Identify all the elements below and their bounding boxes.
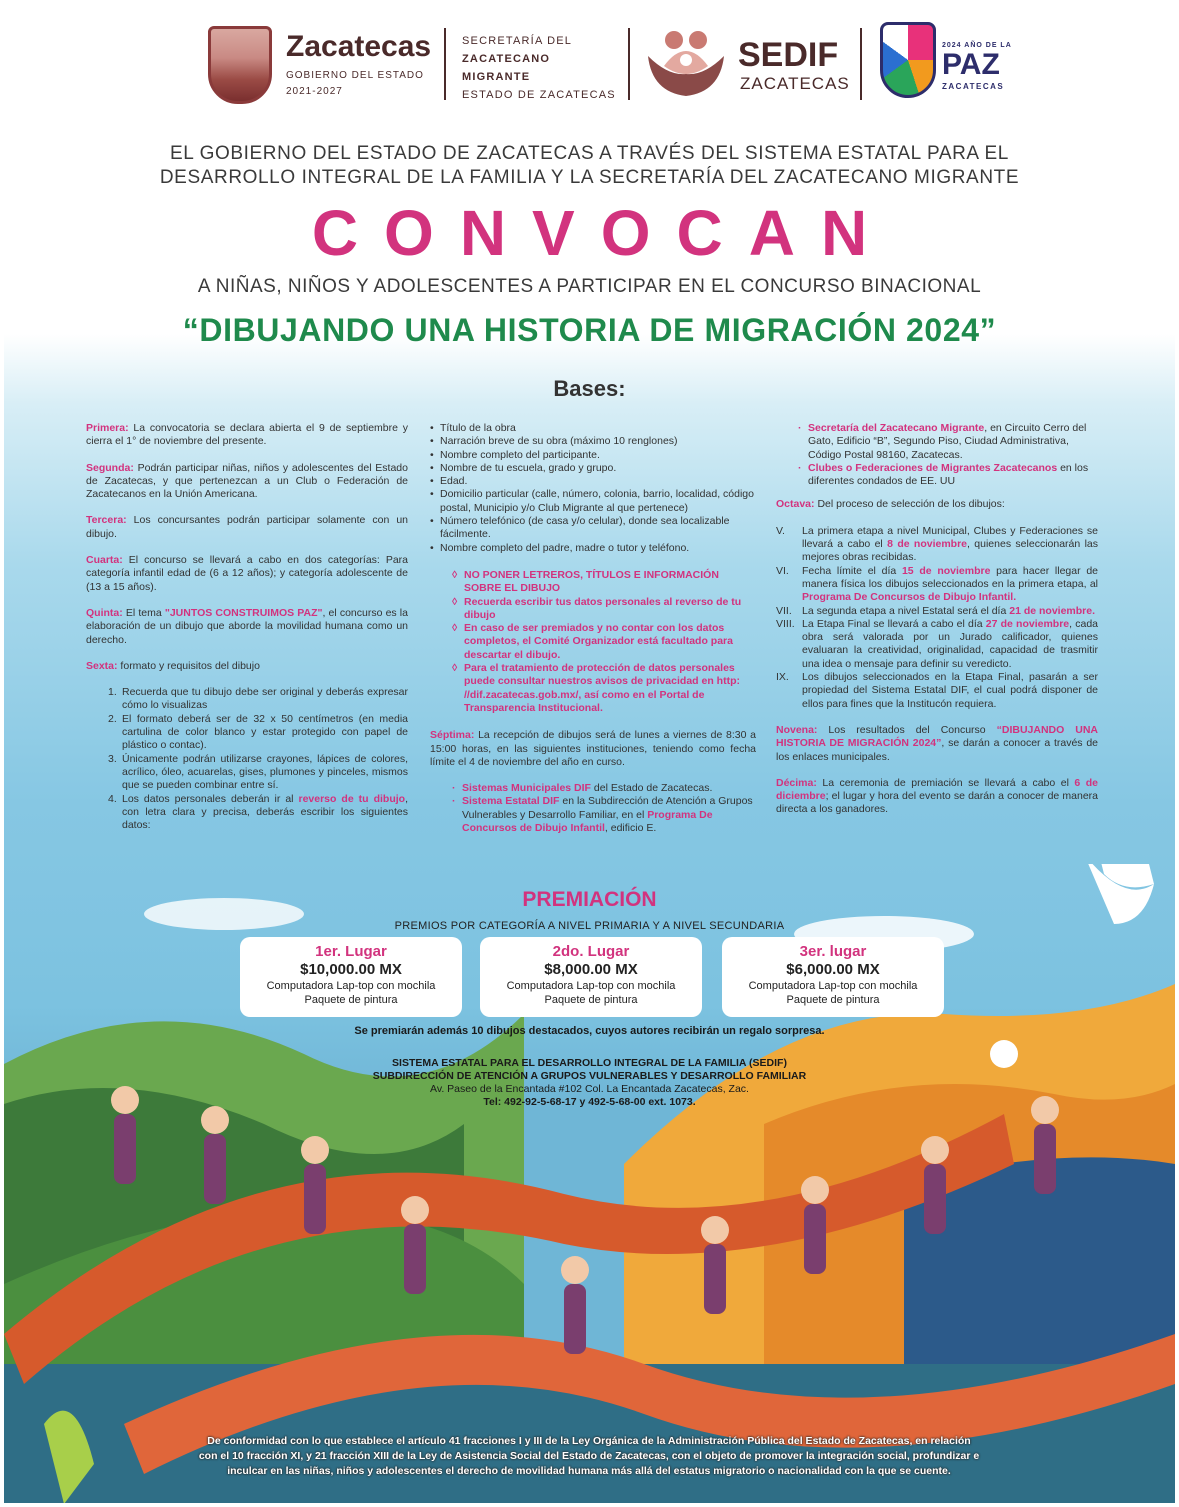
paz-big-text: PAZ (942, 48, 1000, 81)
base-sexta (86, 660, 408, 673)
item-number: V. (776, 524, 785, 537)
zacatecas-subtitle-line2: 2021-2027 (286, 86, 343, 97)
list-item (108, 686, 408, 713)
item-text: La primera etapa a nivel Municipal, Clubes y Federaciones se llevará a cabo el (802, 524, 1098, 551)
base-novena (776, 724, 1098, 764)
secretaria-migrante-logo (462, 32, 616, 104)
list-item (776, 525, 1098, 565)
base-segunda (86, 462, 408, 502)
date-highlight: 6 de diciembre (776, 776, 1098, 803)
zacatecas-shield-icon (208, 26, 272, 104)
institution-text: del Estado de Zacatecas. (590, 782, 713, 795)
date-highlight: 21 de noviembre. (1009, 604, 1096, 617)
secretaria-line4: ESTADO DE ZACATECAS (462, 89, 616, 101)
item-text: , con letra clara y precisa, deberás escribir los siguientes datos: (122, 792, 408, 832)
warnings-list (452, 569, 756, 715)
list-item (108, 713, 408, 753)
secretaria-line3: MIGRANTE (462, 71, 531, 83)
personal-data-fields (430, 422, 756, 555)
base-key: Tercera: (86, 514, 127, 527)
prize-item: Paquete de pintura (304, 994, 398, 1006)
contact-phone: Tel: 492-92-5-68-17 y 492-5-68-00 ext. 1073. (483, 1096, 696, 1108)
prize-item: Paquete de pintura (544, 994, 638, 1006)
list-item (108, 753, 408, 793)
item-text: Los datos personales deberán ir al (122, 792, 299, 805)
paz-sub-text: ZACATECAS (942, 82, 1005, 91)
prize-card-second (480, 937, 702, 1017)
list-item: • Nombre completo del padre, madre o tutor y teléfono. (430, 542, 756, 555)
contact-line: SUBDIRECCIÓN DE ATENCIÓN A GRUPOS VULNERABLES Y DESARROLLO FAMILIAR (372, 1070, 807, 1082)
program-name: Programa De Concursos de Dibujo Infantil. (802, 591, 1017, 604)
base-text: formato y requisitos del dibujo (117, 659, 260, 672)
contact-block (4, 1057, 1175, 1109)
base-octava (776, 498, 1098, 511)
institution-name: Sistema Estatal DIF (462, 795, 560, 808)
bases-column-2 (430, 422, 756, 845)
institution-text: en los diferentes condados de EE. UU (808, 461, 1089, 488)
list-item: • Nombre completo del participante. (430, 449, 756, 462)
premiacion-heading: PREMIACIÓN (522, 888, 657, 911)
sedif-title: SEDIF (738, 36, 839, 74)
intro-text (4, 142, 1175, 190)
base-key: Séptima: (430, 729, 475, 742)
warning-item: ◊ Para el tratamiento de protección de datos personales puede consultar nuestros avisos de privacidad en http: //dif.zacatecas.gob.mx/, así como en el Portal de Transparencia Institucional. (452, 662, 756, 715)
selection-process-list (776, 525, 1098, 711)
list-item (776, 618, 1098, 671)
prize-amount: $6,000.00 MX (786, 961, 880, 978)
base-text: La recepción de dibujos será de lunes a viernes de 8:30 a 15:00 horas, en las siguientes instituciones, teniendo como fecha límite el 4 de noviembre del año en curso. (430, 729, 756, 768)
list-item: • Narración breve de su obra (máximo 10 renglones) (430, 435, 756, 448)
item-text: Fecha límite el día (802, 564, 902, 577)
prize-amount: $10,000.00 MX (300, 961, 402, 978)
bases-column-3 (776, 422, 1098, 830)
item-number: VI. (776, 564, 789, 577)
zacatecas-title: Zacatecas (286, 30, 432, 63)
date-highlight: 15 de noviembre (901, 564, 991, 577)
base-text: Del proceso de selección de los dibujos: (814, 498, 1005, 511)
sedif-subtitle: ZACATECAS (740, 74, 850, 93)
prize-amount: $8,000.00 MX (544, 961, 638, 978)
base-text: Los concursantes podrán participar solamente con un dibujo. (86, 514, 408, 540)
contest-highlight: “DIBUJANDO UNA HISTORIA DE MIGRACIÓN 2024” (776, 723, 1098, 750)
program-name: Programa De Concursos de Dibujo Infantil (462, 808, 713, 835)
institution-name: Sistemas Municipales DIF (462, 782, 591, 795)
zacatecas-subtitle (286, 68, 424, 100)
base-key: Octava: (776, 498, 815, 511)
divider (444, 28, 446, 100)
institution-name: Clubes o Federaciones de Migrantes Zacatecanos (808, 461, 1058, 474)
base-text: , el concurso es la elaboración de un dibujo que aborde la movilidad humana como un derecho. (86, 606, 408, 646)
item-text: El formato deberá ser de 32 x 50 centímetros (en media cartulina de color blanco y estar protegido con papel de plástico o contac). (122, 712, 408, 752)
list-item: • Nombre de tu escuela, grado y grupo. (430, 462, 756, 475)
list-item (452, 782, 756, 795)
prize-place: 2do. Lugar (552, 943, 630, 960)
base-tercera (86, 514, 408, 541)
item-text: , cada obra será valorada por un Jurado calificador, quienes evaluaran la creatividad, originalidad, capacidad de trasmitir una idea o mensaje para definir su veredicto. (802, 617, 1099, 670)
warning-item: ◊ En caso de ser premiados y no contar con los datos completos, el Comité Organizador está facultado para descartar el dibujo. (452, 622, 756, 662)
convocan-heading: CONVOCAN (311, 197, 894, 269)
base-key: Cuarta: (86, 554, 123, 567)
item-text: Únicamente podrán utilizarse crayones, lápices de colores, acrílico, óleo, acuarelas, gises, plumones y pinceles, mismos que se pueden combinar entre sí. (122, 752, 408, 792)
contest-title: “DIBUJANDO UNA HISTORIA DE MIGRACIÓN 2024” (182, 312, 997, 348)
header-logos (4, 18, 1175, 113)
secretaria-line2: ZACATECANO (462, 53, 551, 65)
item-number: 3. (108, 752, 117, 765)
paz-small-text: 2024 AÑO DE LA (942, 42, 1012, 49)
prize-item: Paquete de pintura (786, 994, 880, 1006)
intro-line1: EL GOBIERNO DEL ESTADO DE ZACATECAS A TRAVÉS DEL SISTEMA ESTATAL PARA EL (170, 143, 1009, 164)
base-text: Los resultados del Concurso (817, 723, 997, 736)
contact-line: SISTEMA ESTATAL PARA EL DESARROLLO INTEGRAL DE LA FAMILIA (SEDIF) (392, 1057, 787, 1069)
list-item (798, 462, 1098, 489)
base-key: Segunda: (86, 461, 134, 474)
institution-name: Secretaría del Zacatecano Migrante (808, 422, 985, 434)
base-text: Podrán participar niñas, niños y adolescentes del Estado de Zacatecas, y que pertenezcan a un Club o Federación de Zacatecanos en la Unión Americana. (86, 461, 408, 501)
legal-footer (124, 1434, 1054, 1479)
base-key: Novena: (776, 723, 818, 736)
warning-item: ◊ NO PONER LETREROS, TÍTULOS E INFORMACIÓN SOBRE EL DIBUJO (452, 569, 756, 596)
item-number: 2. (108, 712, 117, 725)
item-number: VII. (776, 604, 792, 617)
institution-text: , edificio E. (604, 822, 657, 835)
base-quinta (86, 607, 408, 647)
base-text: El tema (122, 606, 165, 619)
dove-badge-icon (880, 22, 936, 98)
bases-column-1 (86, 422, 408, 842)
item-number: 4. (108, 792, 117, 805)
institutions-list (452, 782, 756, 835)
item-text: , quienes seleccionarán las mejores obras recibidas. (802, 538, 1098, 564)
prize-card-third (722, 937, 944, 1017)
prize-place: 1er. Lugar (315, 943, 387, 960)
bonus-prize-note: Se premiarán además 10 dibujos destacados, cuyos autores recibirán un regalo sorpresa. (354, 1025, 825, 1037)
intro-line2: DESARROLLO INTEGRAL DE LA FAMILIA Y LA SECRETARÍA DEL ZACATECANO MIGRANTE (159, 167, 1020, 188)
date-highlight: 27 de noviembre (985, 617, 1070, 630)
item-text: La Etapa Final se llevará a cabo el día (802, 617, 986, 630)
base-decima (776, 777, 1098, 817)
prize-item: Computadora Lap-top con mochila (748, 980, 918, 992)
list-item: • Edad. (430, 475, 756, 488)
legal-line: De conformidad con lo que establece el artículo 41 fracciones I y III de la Ley Orgánica de la Administración Pública del Estado de Zacatecas, en relación (207, 1435, 971, 1447)
legal-line: inculcar en las niñas, niños y adolescentes el derecho de movilidad humana más allá del estatus migratorio o nacionalidad con la que se cuente. (227, 1465, 951, 1477)
poster (4, 4, 1175, 1503)
invite-text: A NIÑAS, NIÑOS Y ADOLESCENTES A PARTICIPAR EN EL CONCURSO BINACIONAL (197, 276, 982, 297)
item-text: Los dibujos seleccionados en la Etapa Final, pasarán a ser propiedad del Sistema Estatal DIF, el cual podrá disponer de ellos para fines que la Institucón requiera. (802, 671, 1098, 710)
base-text: La ceremonia de premiación se llevará a cabo el (816, 776, 1075, 789)
item-highlight: reverso de tu dibujo (298, 792, 406, 805)
premiacion-subtitle: PREMIOS POR CATEGORÍA A NIVEL PRIMARIA Y A NIVEL SECUNDARIA (394, 920, 785, 932)
list-item (452, 795, 756, 835)
list-item (776, 671, 1098, 711)
warning-item: ◊ Recuerda escribir tus datos personales al reverso de tu dibujo (452, 596, 756, 623)
list-item (798, 422, 1098, 462)
item-text: para hacer llegar de manera física los dibujos seleccionados en la primera etapa, al (802, 564, 1099, 590)
base-septima (430, 729, 756, 769)
item-text: Recuerda que tu dibujo debe ser original y deberás expresar cómo lo visualizas (122, 686, 408, 712)
base-key: Primera: (86, 422, 129, 434)
date-highlight: 8 de noviembre (887, 538, 968, 551)
base-cuarta (86, 554, 408, 594)
base-text: El concurso se llevará a cabo en dos categorías: Para categoría infantil edad de (6 a 12 años); y categoría adolescente de (13 a 15 años). (86, 554, 408, 593)
list-item (776, 565, 1098, 605)
item-number: VIII. (776, 617, 795, 630)
base-text: , se darán a conocer a través de los enlaces municipales. (776, 737, 1099, 763)
item-number: 1. (108, 686, 117, 699)
institutions-list-continued (798, 422, 1098, 488)
zacatecas-subtitle-line1: GOBIERNO DEL ESTADO (286, 70, 424, 81)
list-item (108, 793, 408, 833)
requirements-list (108, 686, 408, 832)
divider (628, 28, 630, 100)
bases-heading: Bases: (553, 376, 626, 401)
base-key: Sexta: (86, 659, 118, 672)
base-primera (86, 422, 408, 449)
institution-text: en la Subdirección de Atención a Grupos Vulnerables y Desarrollo Familiar, en el (462, 795, 753, 821)
base-key: Décima: (776, 776, 817, 789)
institution-text: , en Circuito Cerro del Gato, Edificio “B”, Segundo Piso, Ciudad Administrativa, Código Postal 98160, Zacatecas. (808, 422, 1087, 461)
base-text: ; el lugar y hora del evento se darán a conocer de manera directa a los ganadores. (776, 790, 1098, 816)
secretaria-line1: SECRETARÍA DEL (462, 35, 573, 47)
list-item: • Número telefónico (de casa y/o celular), donde sea localizable fácilmente. (430, 515, 756, 542)
prize-place: 3er. lugar (799, 943, 867, 960)
legal-line: con el 10 fracción XI, y 21 fracción XIII de la Ley de Asistencia Social del Estado de Zacatecas, con el objeto de promover la integración social, profundizar e (198, 1450, 980, 1462)
base-text: La convocatoria se declara abierta el 9 de septiembre y cierra el 1° de noviembre del presente. (86, 422, 408, 448)
contact-address: Av. Paseo de la Encantada #102 Col. La Encantada Zacatecas, Zac. (430, 1083, 749, 1095)
base-key: Quinta: (86, 606, 123, 619)
sedif-family-icon (644, 26, 728, 98)
list-item: • Domicilio particular (calle, número, colonia, barrio, localidad, código postal, Municipio y/o Club Migrante al que pertenece) (430, 488, 756, 515)
item-text: La segunda etapa a nivel Estatal será el día (802, 604, 1010, 617)
list-item (776, 605, 1098, 618)
prize-item: Computadora Lap-top con mochila (266, 980, 436, 992)
list-item: • Título de la obra (430, 422, 756, 435)
item-number: IX. (776, 671, 789, 684)
prize-card-first (240, 937, 462, 1017)
theme-highlight: "JUNTOS CONSTRUIMOS PAZ" (164, 606, 323, 619)
divider (860, 28, 862, 100)
prize-item: Computadora Lap-top con mochila (506, 980, 676, 992)
